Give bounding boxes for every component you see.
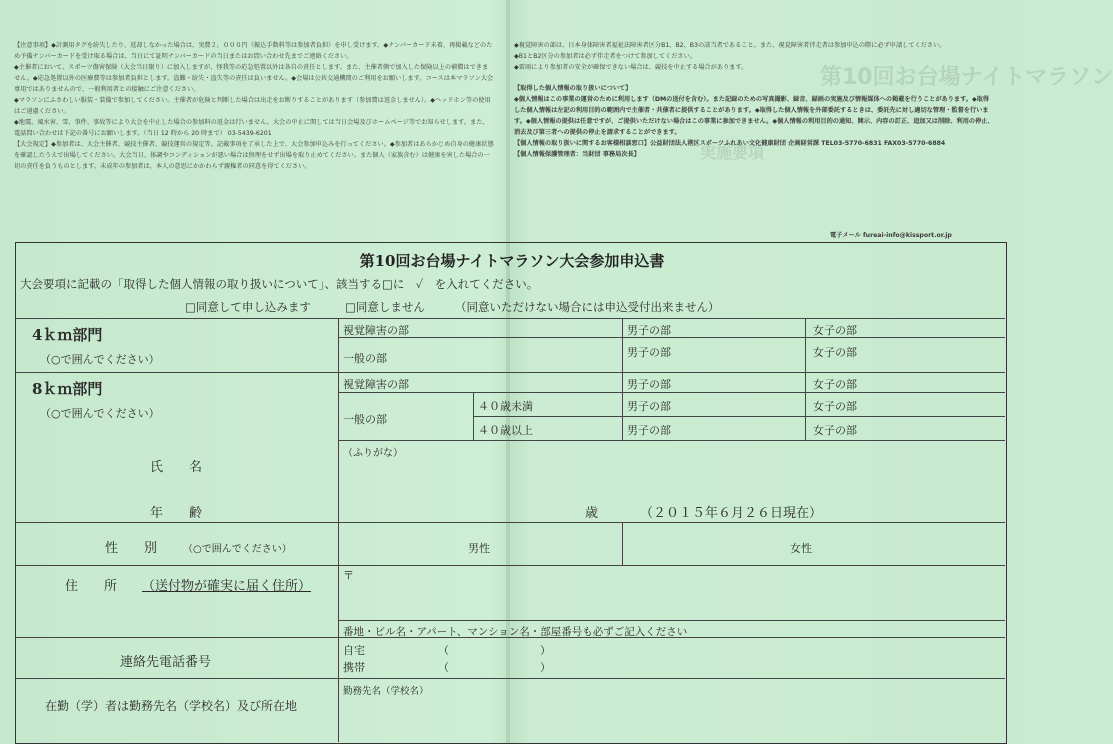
4km-visual-female[interactable]: 女子の部: [813, 324, 857, 337]
age-date-note: （２０１５年６月２６日現在）: [640, 506, 823, 521]
8km-visual-impaired[interactable]: 視覚障害の部: [343, 378, 409, 391]
grid-line: [622, 522, 623, 565]
age-field[interactable]: [339, 495, 579, 521]
home-phone-label: 自宅: [343, 644, 365, 657]
mobile-phone-field[interactable]: [455, 658, 535, 674]
8km-over40-male[interactable]: 男子の部: [627, 424, 671, 437]
left-note-4: ◆地震、風水害、雪、事件、事故等により大会を中止した場合の参加料の返金は行いません。大会の中止に関しては当日会場及びホームページ等でお知らせします。また、電話問い合わせは下記の番号にお願いします。（当日 12 時から 20 時まで） 03-5439-6201: [14, 119, 489, 137]
age-over-40: ４０歳以上: [478, 424, 533, 437]
workplace-field[interactable]: [339, 696, 1004, 740]
disagree-note: （同意いただけない場合には申込受付出来ません）: [455, 300, 720, 314]
privacy-contact: 【個人情報の取り扱いに関するお客様相談窓口】公益財団法人港区スポーツふれあい文化健康財団 企画経営課 TEL03-5770-6831 FAX03-5770-6884: [514, 140, 946, 147]
postal-mark: 〒: [343, 569, 354, 582]
privacy-email: 電子メール fureai-info@kissport.or.jp: [830, 232, 952, 239]
section-4km-note: （○で囲んでください）: [40, 353, 160, 366]
4km-visual-impaired[interactable]: 視覚障害の部: [343, 324, 409, 337]
grid-line: [338, 620, 1005, 621]
address-instruction: 番地・ビル名・アパート、マンション名・部屋番号も必ずご記入ください: [343, 626, 688, 638]
show-through-text: 実施要項: [700, 143, 765, 162]
section-4km-label: 4ｋｍ部門: [32, 326, 103, 344]
section-8km-label: 8ｋｍ部門: [32, 380, 103, 398]
grid-line: [15, 678, 1005, 679]
left-note-1: 【注意事項】◆計測用タグを紛失したり、返却しなかった場合は、実費２，０００円（振込手数料等は参加者負担）を申し受けます。◆ナンバーカード未着、再掲載などのため予備ナンバーカードを受け取る場合は、当日にて証明ナンバーカードの当日またはお問い合わせ先までご連絡ください。: [14, 42, 493, 60]
right-notes: [514, 40, 994, 240]
gender-note: （○で囲んでください）: [183, 544, 292, 555]
workplace-field-label: 勤務先名（学校名）: [343, 686, 429, 697]
privacy-text: ◆個人情報はこの事業の運営のために利用します（DMの送付を含む）。また記録のための写真撮影、録音、録画の実施及び情報媒体への掲載を行うことがあります。◆取得した個人情報は左記の利用目的の範囲内で主催者・共催者に提供することがあります。◆取得した個人情報を外部委託するときは、委託先に対し適切な管理・監督を行います。◆個人情報の提供は任意ですが、ご提供いただけない場合はこの事業に参加できません。◆個人情報の利用目的の通知、開示、内容の訂正、追加又は削除、利用の停止、消去及び第三者への提供の停止を請求することができます。: [514, 96, 994, 136]
left-notes: [14, 40, 494, 230]
grid-line: [15, 522, 1005, 523]
mobile-phone-close: ）: [540, 661, 551, 674]
grid-line: [622, 318, 623, 440]
mobile-phone-label: 携帯: [343, 661, 365, 674]
privacy-heading: 【取得した個人情報の取り扱いについて】: [514, 85, 632, 92]
grid-line: [338, 392, 1005, 393]
disagree-checkbox[interactable]: □同意しません: [345, 300, 425, 314]
show-through-text: 第10回お台場ナイトマラソン: [820, 65, 1113, 90]
form-title: 第10回お台場ナイトマラソン大会参加申込書: [359, 252, 665, 270]
4km-general-female[interactable]: 女子の部: [813, 346, 857, 359]
4km-general[interactable]: 一般の部: [343, 352, 387, 365]
4km-general-male[interactable]: 男子の部: [627, 346, 671, 359]
home-phone-open: （: [438, 644, 449, 657]
grid-line: [338, 318, 339, 742]
mobile-phone-open: （: [438, 661, 449, 674]
right-note-3: ◆雷雨により参加者の安全が確保できない場合は、競技を中止する場合があります。: [514, 64, 748, 71]
agree-checkbox[interactable]: □同意して申し込みます: [185, 300, 311, 314]
age-under-40: ４０歳未満: [478, 400, 533, 413]
left-note-5: 【大会規定】◆参加者は、大会主催者、競技主催者、競技運営の規定等、記載事項を了承した上で、大会参加申込みを行ってください。◆参加者はあらかじめ自身の健康状態を確認したうえで出場してください。大会当日、体調やコンディションが悪い場合は無理をせず出場を取り止めてください。また個人（家族含む）は健康を害した場合の一切の責任を負うものとします。未成年の参加者は、本人の意思にかかわらず親権者の同意を得てください。: [14, 141, 494, 170]
furigana-label: （ふりがな）: [343, 448, 403, 459]
8km-visual-female[interactable]: 女子の部: [813, 378, 857, 391]
right-note-2: ◆B1とB2区分の参加者は必ず伴走者をつけて参加してください。: [514, 53, 696, 60]
age-label: 年 齢: [150, 506, 203, 521]
grid-line: [15, 372, 1005, 373]
grid-line: [15, 318, 1005, 319]
8km-under40-female[interactable]: 女子の部: [813, 400, 857, 413]
4km-visual-male[interactable]: 男子の部: [627, 324, 671, 337]
privacy-manager: 【個人情報保護管理者：当財団 事務局次長】: [514, 151, 640, 158]
8km-under40-male[interactable]: 男子の部: [627, 400, 671, 413]
grid-line: [473, 392, 474, 440]
phone-label: 連絡先電話番号: [120, 655, 212, 670]
age-unit: 歳: [585, 506, 599, 521]
section-8km-note: （○で囲んでください）: [40, 407, 160, 420]
8km-over40-female[interactable]: 女子の部: [813, 424, 857, 437]
gender-label: 性 別: [105, 541, 158, 556]
name-label: 氏 名: [150, 460, 203, 475]
left-note-3: ◆マラソンにふさわしい服装・装備で参加してください。主催者が危険と判断した場合は出走をお断りすることがあります（参加費は返金しません）。◆ヘッドホン等の使用はご遠慮ください。: [14, 97, 491, 115]
address-label: 住 所: [65, 579, 118, 594]
grid-line: [473, 416, 1005, 417]
workplace-label: 在勤（学）者は勤務先名（学校名）及び所在地: [45, 699, 298, 713]
8km-general[interactable]: 一般の部: [343, 413, 387, 426]
gender-female-option[interactable]: 女性: [790, 542, 812, 555]
8km-visual-male[interactable]: 男子の部: [627, 378, 671, 391]
grid-line: [15, 565, 1005, 566]
left-note-2: ◆主催者において、スポーツ傷害保険（大会当日限り）に加入しますが、怪我等の応急処置以外は各自の責任とします。また、主催者側で加入した保険以上の補償はできません。◆応急処置以外の医療費等は参加者負担とします。盗難・紛失・盗失等の責任は負いません。◆会場は公共交通機関のご利用をお願いします。コースは本マラソン大会専用ではありませんので、一般利用者との接触にご注意ください。: [14, 64, 494, 93]
address-field[interactable]: [355, 567, 1004, 619]
agreement-instruction: 大会要項に記載の「取得した個人情報の取り扱いについて」、該当する□に ✓ を入れてください。: [20, 277, 539, 291]
gender-male-option[interactable]: 男性: [468, 542, 490, 555]
home-phone-field[interactable]: [455, 641, 535, 657]
grid-line: [338, 337, 1005, 338]
home-phone-close: ）: [540, 644, 551, 657]
right-note-1: ◆視覚障害の部は、日本身体障害者福祉法障害者区分B1、B2、B3の該当者であること。また、視覚障害者伴走者は参加申込の際に必ず申請してください。: [514, 42, 946, 49]
address-note: （送付物が確実に届く住所）: [142, 579, 312, 594]
grid-line: [805, 318, 806, 440]
grid-line: [338, 440, 1005, 441]
